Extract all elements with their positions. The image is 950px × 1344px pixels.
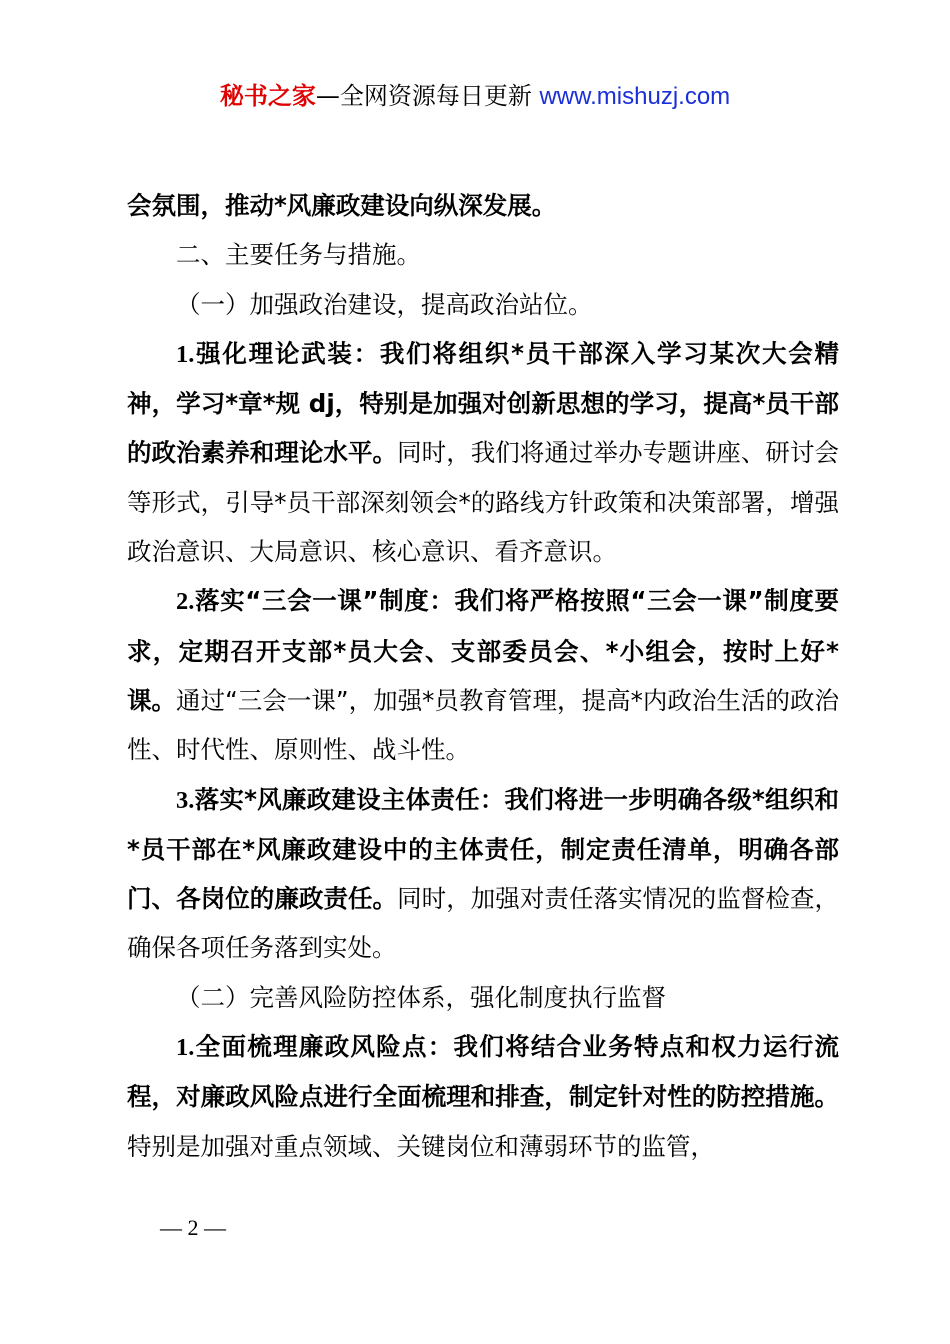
bold-text: 落实*风廉政建设主体责任：我们将进一步明确各级*组织和*员干部在*风廉政建设中的主体责任，制定责任清单，明确各部门、各岗位的廉政责任。 xyxy=(127,784,839,914)
item-number: 1. xyxy=(176,1034,195,1062)
subsection-heading-1 xyxy=(127,280,839,329)
bold-text: 强化理论武装：我们将组织*员干部深入学习某次大会精神，学习*章*规 dj，特别是加强对创新思想的学习，提高*员干部的政治素养和理论水平。 xyxy=(127,338,839,468)
normal-text: 特别是加强对重点领域、关键岗位和薄弱环节的监管， xyxy=(127,1131,715,1161)
subsection-heading-2 xyxy=(127,973,839,1022)
normal-text: 二、主要任务与措施。 xyxy=(176,240,421,270)
header-slogan: —全网资源每日更新 xyxy=(315,82,540,110)
page-header xyxy=(0,80,950,113)
normal-text: （一）加强政治建设，提高政治站位。 xyxy=(176,289,593,319)
section-heading-2 xyxy=(127,230,839,279)
bold-text: 落实“三会一课”制度：我们将严格按照“三会一课”制度要求，定期召开支部*员大会、支部委员会、*小组会，按时上好*课。 xyxy=(127,586,839,715)
normal-text: 通过“三会一课”，加强*员教育管理，提高*内政治生活的政治性、时代性、原则性、战斗性。 xyxy=(127,685,839,765)
paragraph-1 xyxy=(127,181,839,230)
item-number: 1. xyxy=(176,340,195,368)
bold-text: 会氛围，推动*风廉政建设向纵深发展。 xyxy=(127,191,557,220)
bold-text: 全面梳理廉政风险点：我们将结合业务特点和权力运行流程，对廉政风险点进行全面梳理和排查，制定针对性的防控措施。 xyxy=(127,1032,839,1112)
paragraph-item-3 xyxy=(127,775,839,973)
paragraph-item-1 xyxy=(127,329,839,576)
paragraph-item-4 xyxy=(127,1022,839,1171)
paragraph-item-2 xyxy=(127,576,839,774)
item-number: 2. xyxy=(176,588,195,616)
document-body xyxy=(127,181,839,1171)
normal-text: （二）完善风险防控体系，强化制度执行监督 xyxy=(176,982,666,1012)
normal-text: 同时，我们将通过举办专题讲座、研讨会等形式，引导*员干部深刻领会*的路线方针政策和决策部署，增强政治意识、大局意识、核心意识、看齐意识。 xyxy=(127,438,840,567)
item-number: 3. xyxy=(176,786,195,814)
brand-name: 秘书之家 xyxy=(219,82,316,110)
page-number: — 2 — xyxy=(160,1215,226,1240)
site-url[interactable]: www.mishuzj.com xyxy=(539,83,731,110)
normal-text: 同时，加强对责任落实情况的监督检查，确保各项任务落到实处。 xyxy=(127,884,840,963)
